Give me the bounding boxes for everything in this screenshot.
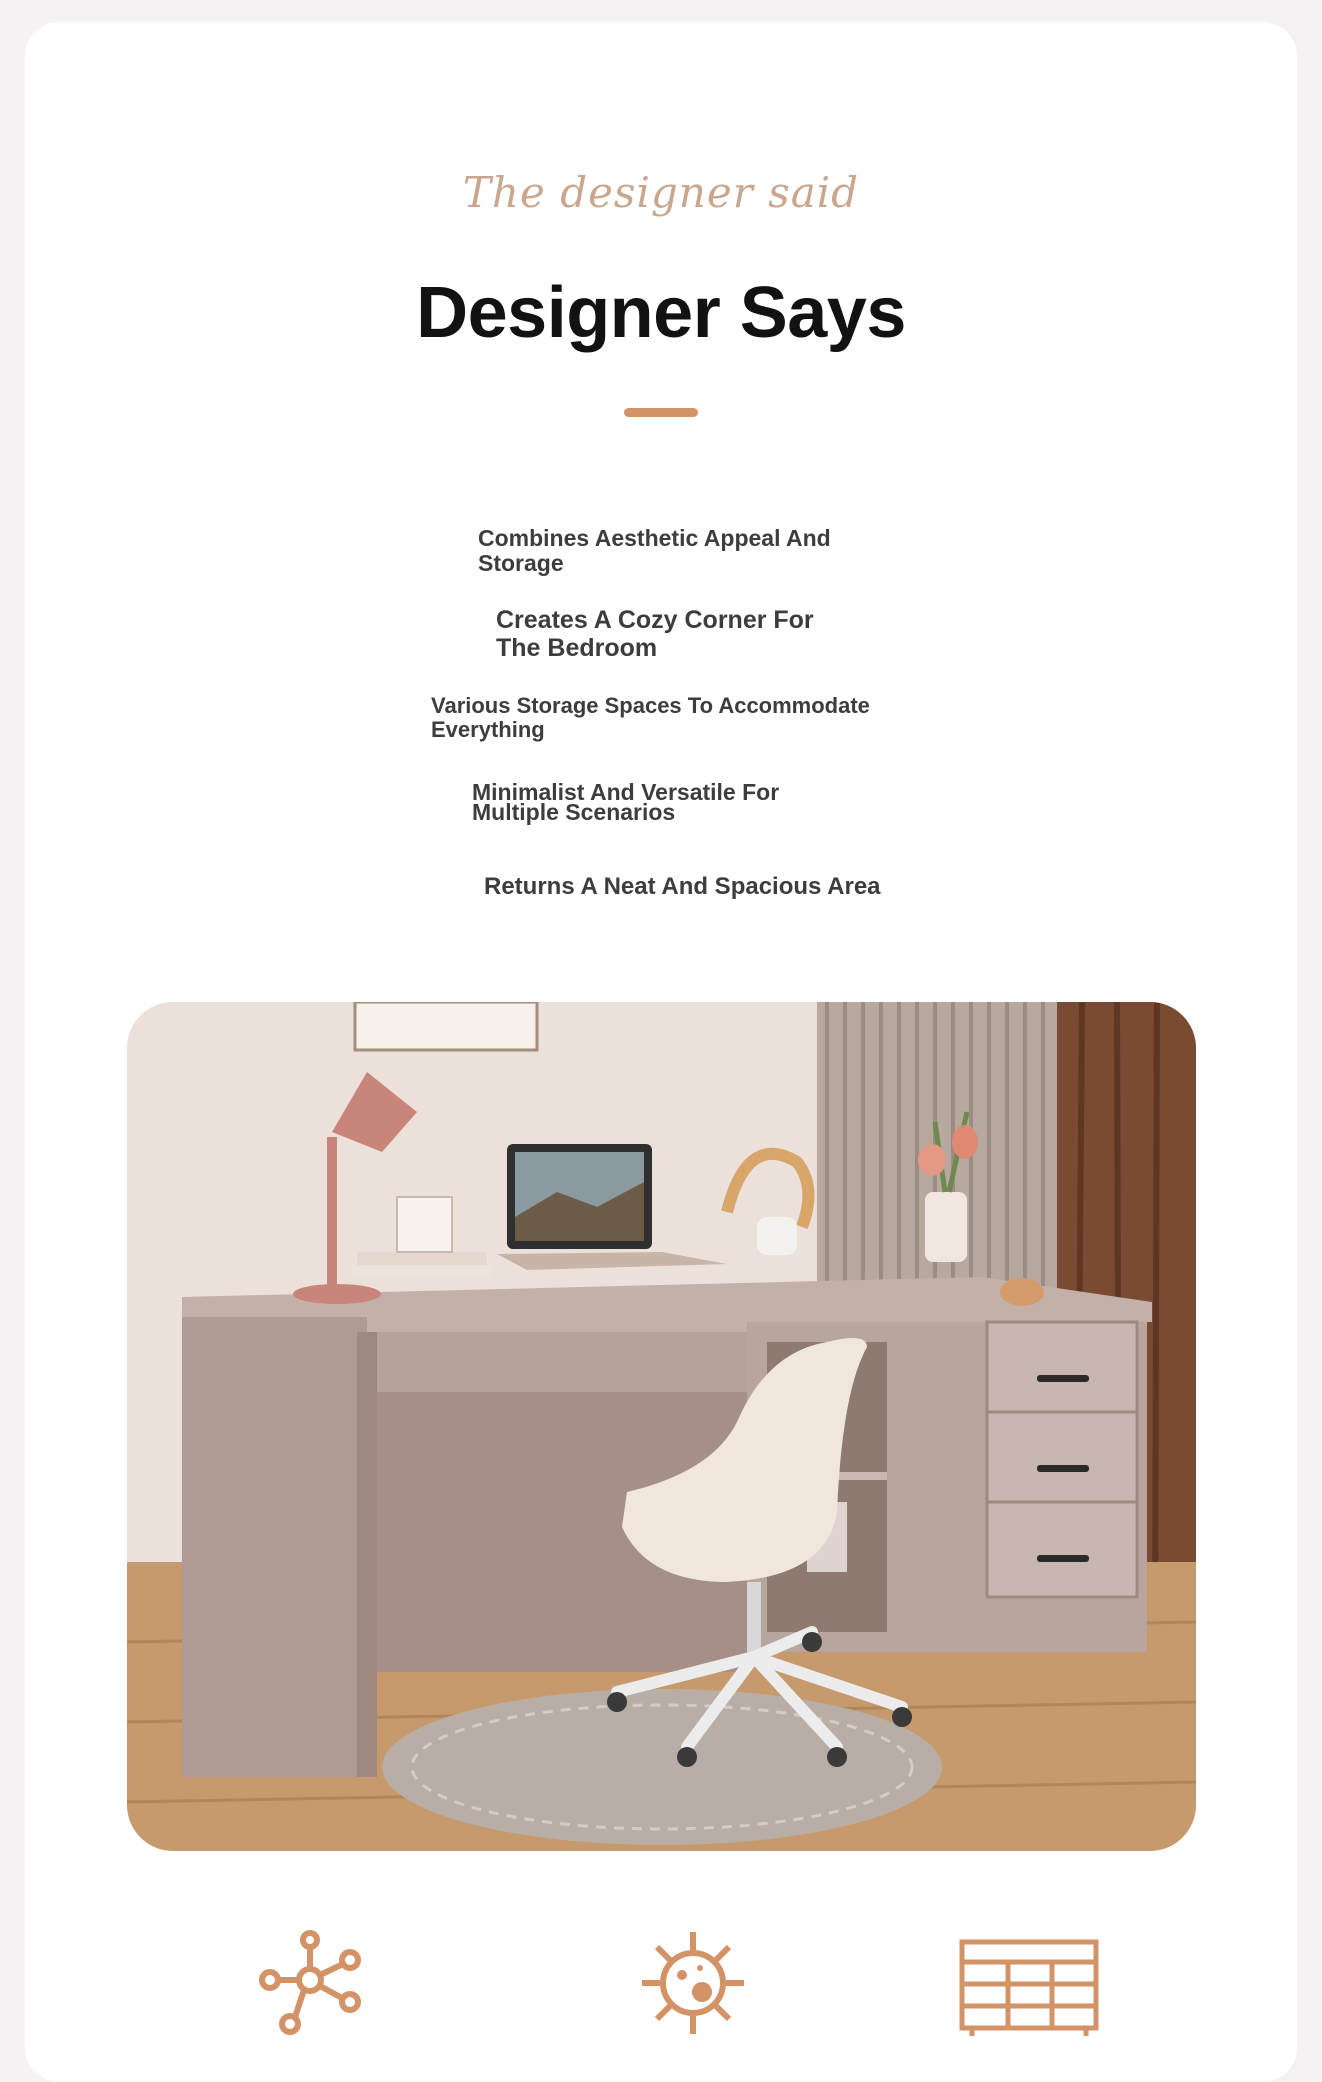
molecule-icon [258, 1930, 364, 2041]
cabinet-icon [958, 1938, 1100, 2043]
feature-item: Creates A Cozy Corner For The Bedroom [496, 606, 814, 662]
feature-item: Returns A Neat And Spacious Area [484, 873, 881, 900]
feature-item: Minimalist And Versatile For Multiple Scenarios [472, 779, 780, 825]
title-divider [624, 408, 698, 417]
feature-item: Various Storage Spaces To Accommodate Everything [431, 693, 870, 743]
feature-item: Combines Aesthetic Appeal And Storage [478, 525, 831, 577]
script-title: The designer said [462, 168, 860, 217]
virus-icon [640, 1930, 746, 2041]
page-title: Designer Says [416, 273, 906, 353]
product-photo [127, 1002, 1196, 1851]
desk-illustration [127, 1002, 1196, 1851]
